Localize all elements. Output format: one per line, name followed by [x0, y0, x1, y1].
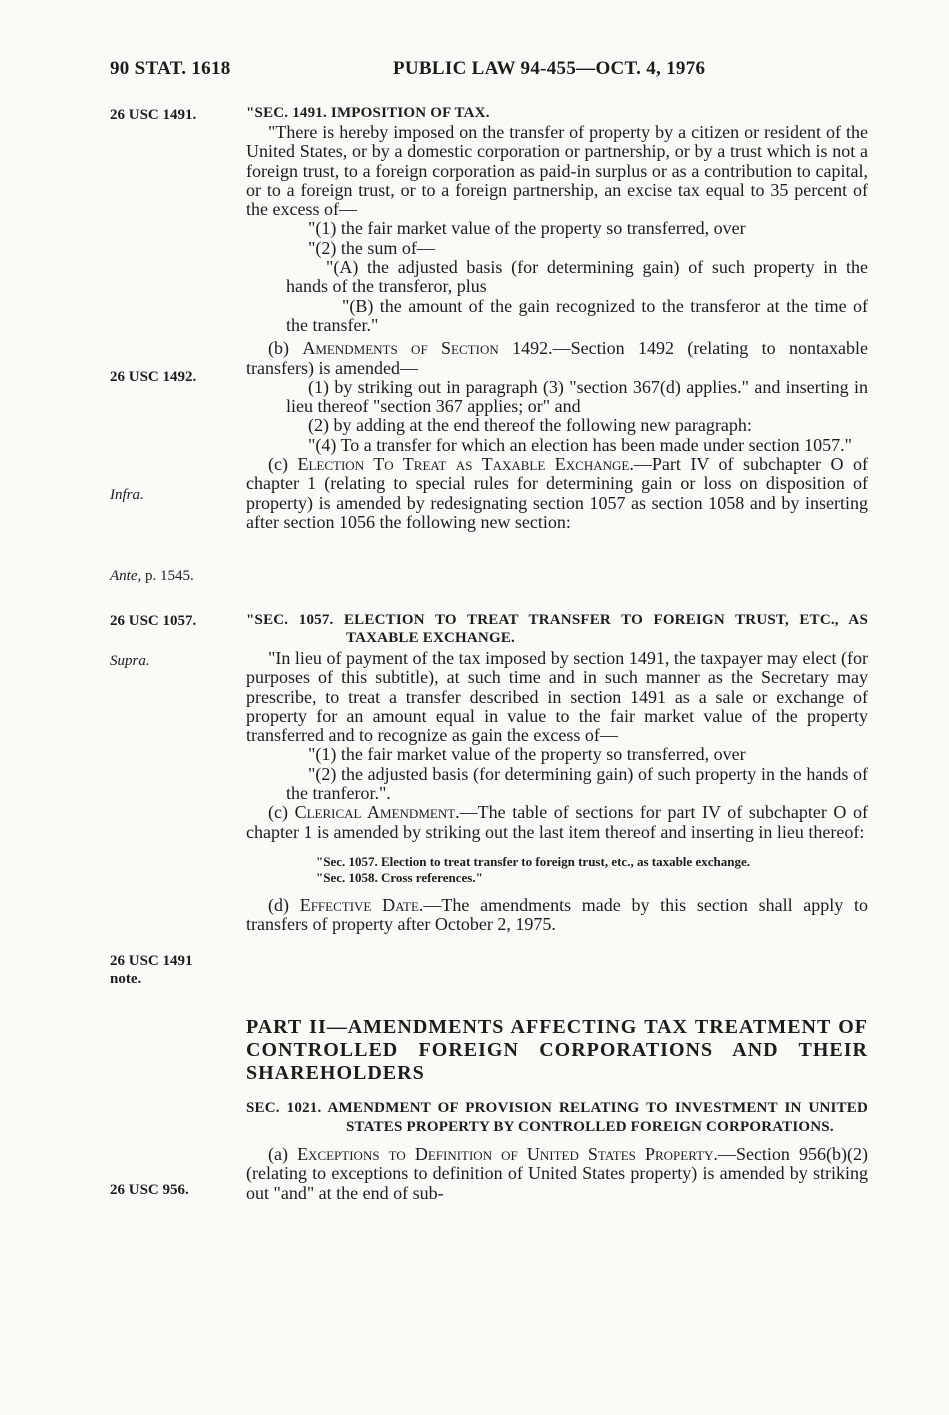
- section-1057-block: [246, 611, 868, 935]
- amendment-b: [246, 339, 868, 378]
- margin-note-ante-word: Ante,: [110, 568, 142, 584]
- margin-note-ante-page: p. 1545.: [141, 568, 194, 584]
- amendment-b-item-4: "(4) To a transfer for which an election has been made under section 1057.": [308, 434, 852, 455]
- public-law-title: PUBLIC LAW 94-455—OCT. 4, 1976: [393, 58, 706, 79]
- section-1021-block: [246, 1099, 868, 1203]
- clerical-amendment-label: (c): [268, 802, 295, 823]
- section-1021-a-heading: Exceptions to Definition of United States Property.: [297, 1144, 718, 1164]
- amendment-c: [246, 455, 868, 532]
- effective-date-label: (d): [268, 894, 300, 915]
- section-1057-text: "In lieu of payment of the tax imposed by section 1491, the taxpayer may elect (for purposes of this subtitle), at such time and in such manner as the Secretary may prescribe, to treat a transfer described in section 1491 as a sale or exchange of property for an amount equal in value to the fair market value of the property transferred and to recognize as gain the excess of—: [246, 648, 868, 746]
- amendment-b-text: —Section 1492 (relating to nontaxable transfers) is amended—: [246, 338, 868, 378]
- clerical-amendment: [246, 803, 868, 842]
- clerical-amendment-heading: Clerical Amendment.: [294, 802, 460, 823]
- effective-date-text: —The amendments made by this section shall apply to transfers of property after October 2, 1975.: [246, 894, 868, 935]
- margin-note-ante: [110, 567, 194, 585]
- table-entry-1058: "Sec. 1058. Cross references.": [316, 869, 483, 885]
- amendment-b-label: (b): [268, 338, 303, 359]
- amendment-c-text: —Part IV of subchapter O of chapter 1 (relating to special rules for determining gain or loss on disposition of property) is amended by redesignating section 1057 as section 1058 and by inserting after section 1056 the following new section:: [246, 454, 868, 532]
- amendment-c-label: (c): [268, 454, 298, 475]
- section-1491-block: [246, 104, 868, 532]
- amendment-b-heading: Amendments of Section 1492.: [302, 338, 553, 359]
- section-1491-item-2a: "(A) the adjusted basis (for determining gain) of such property in the hands of the transferor, plus: [286, 257, 868, 297]
- clerical-amendment-text: —The table of sections for part IV of subchapter O of chapter 1 is amended by striking out the last item thereof and inserting in lieu thereof:: [246, 802, 869, 842]
- table-of-sections: [246, 854, 868, 886]
- margin-note-usc-1057: 26 USC 1057.: [110, 613, 197, 629]
- section-1491-item-2b: "(B) the amount of the gain recognized to the transferor at the time of the transfer.": [286, 295, 868, 335]
- margin-note-usc-1491-line: 26 USC 1491: [110, 953, 193, 969]
- amendment-b-item-2: (2) by adding at the end thereof the following new paragraph:: [308, 415, 752, 436]
- page-reference: 90 STAT. 1618: [110, 58, 231, 79]
- section-1021-a-label: (a): [268, 1144, 298, 1164]
- margin-note-usc-1491-note: [110, 952, 193, 988]
- margin-note-infra: Infra.: [110, 487, 144, 503]
- section-1491-item-1: "(1) the fair market value of the property so transferred, over: [308, 218, 746, 239]
- section-1057-item-1: "(1) the fair market value of the property so transferred, over: [308, 744, 746, 765]
- margin-note-note-line: note.: [110, 971, 142, 987]
- amendment-b-item-1: (1) by striking out in paragraph (3) "section 367(d) applies." and inserting in lieu thereof "section 367 applies; or" and: [286, 376, 868, 417]
- section-1491-item-2: "(2) the sum of—: [308, 237, 435, 258]
- section-1021-a-text: —Section 956(b)(2) (relating to exceptions to definition of United States property) is amended by striking out "and" at the end of sub-: [246, 1144, 868, 1203]
- table-entry-1057: "Sec. 1057. Election to treat transfer to foreign trust, etc., as taxable exchange.: [316, 853, 750, 869]
- section-1057-heading: "SEC. 1057. ELECTION TO TREAT TRANSFER TO FOREIGN TRUST, ETC., AS TAXABLE EXCHANGE.: [246, 612, 868, 646]
- effective-date-heading: Effective Date.: [299, 894, 424, 915]
- part-ii-block: [246, 1016, 868, 1085]
- section-1021-a: [246, 1145, 868, 1203]
- part-ii-title: PART II—AMENDMENTS AFFECTING TAX TREATMENT OF CONTROLLED FOREIGN CORPORATIONS AND THEIR SHAREHOLDERS: [246, 1016, 868, 1084]
- margin-note-supra: Supra.: [110, 653, 150, 669]
- margin-note-usc-1491: 26 USC 1491.: [110, 107, 197, 123]
- amendment-c-heading: Election To Treat as Taxable Exchange.: [297, 454, 634, 475]
- effective-date: [246, 896, 868, 935]
- section-1491-text: "There is hereby imposed on the transfer of property by a citizen or resident of the United States, or by a domestic corporation or partnership, or by a trust which is not a foreign trust, to a foreign corporation as paid-in surplus or as a contribution to capital, or to a foreign trust, or to a foreign partnership, an excise tax equal to 35 percent of the excess of—: [246, 122, 868, 220]
- section-1057-item-2: "(2) the adjusted basis (for determining gain) of such property in the hands of the tranferor.".: [286, 763, 868, 804]
- section-1021-heading: SEC. 1021. AMENDMENT OF PROVISION RELATING TO INVESTMENT IN UNITED STATES PROPERTY BY CONTROLLED FOREIGN CORPORATIONS.: [246, 1100, 868, 1135]
- margin-note-usc-956: 26 USC 956.: [110, 1182, 189, 1198]
- section-1491-heading: "SEC. 1491. IMPOSITION OF TAX.: [246, 105, 490, 121]
- margin-note-usc-1492: 26 USC 1492.: [110, 369, 197, 385]
